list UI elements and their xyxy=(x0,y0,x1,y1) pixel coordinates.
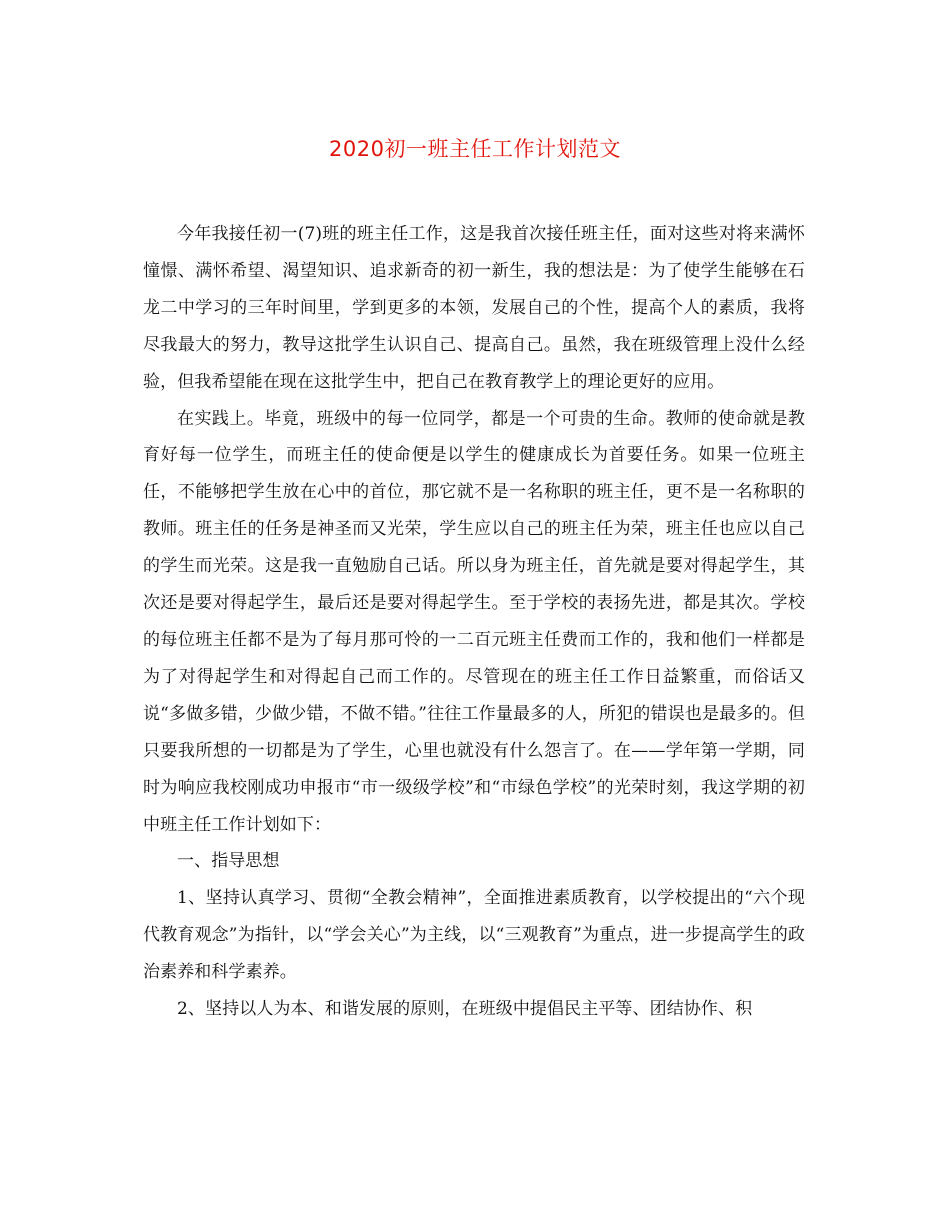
paragraph-item-2: 2、坚持以人为本、和谐发展的原则，在班级中提倡民主平等、团结协作、积 xyxy=(177,999,753,1020)
document-body xyxy=(143,216,805,1028)
paragraph-item-1: 1、坚持认真学习、贯彻“全教会精神”，全面推进素质教育，以学校提出的“六个现代教育观念”为指针，以“学会关心”为主线，以“三观教育”为重点，进一步提高学生的政治素养和科学素养。 xyxy=(143,888,805,983)
paragraph-intro: 今年我接任初一(7)班的班主任工作，这是我首次接任班主任，面对这些对将来满怀憧憬、满怀希望、渴望知识、追求新奇的初一新生，我的想法是：为了使学生能够在石龙二中学习的三年时间里，学到更多的本领，发展自己的个性，提高个人的素质，我将尽我最大的努力，教导这批学生认识自己、提高自己。虽然，我在班级管理上没什么经验，但我希望能在现在这批学生中，把自己在教育教学上的理论更好的应用。 xyxy=(143,224,805,392)
section-heading-guiding-ideology: 一、指导思想 xyxy=(177,851,280,872)
paragraph-practice: 在实践上。毕竟，班级中的每一位同学，都是一个可贵的生命。教师的使命就是教育好每一位学生，而班主任的使命便是以学生的健康成长为首要任务。如果一位班主任，不能够把学生放在心中的首位，那它就不是一名称职的班主任，更不是一名称职的教师。班主任的任务是神圣而又光荣，学生应以自己的班主任为荣，班主任也应以自己的学生而光荣。这是我一直勉励自己话。所以身为班主任，首先就是要对得起学生，其次还是要对得起学生，最后还是要对得起学生。至于学校的表扬先进，都是其次。学校的每位班主任都不是为了每月那可怜的一二百元班主任费而工作的，我和他们一样都是为了对得起学生和对得起自己而工作的。尽管现在的班主任工作日益繁重，而俗话又说“多做多错，少做少错，不做不错。”往往工作量最多的人，所犯的错误也是最多的。但只要我所想的一切都是为了学生，心里也就没有什么怨言了。在——学年第一学期，同时为响应我校刚成功申报市“市一级级学校”和“市绿色学校”的光荣时刻，我这学期的初中班主任工作计划如下： xyxy=(143,408,805,835)
document-title: 2020初一班主任工作计划范文 xyxy=(329,137,621,161)
